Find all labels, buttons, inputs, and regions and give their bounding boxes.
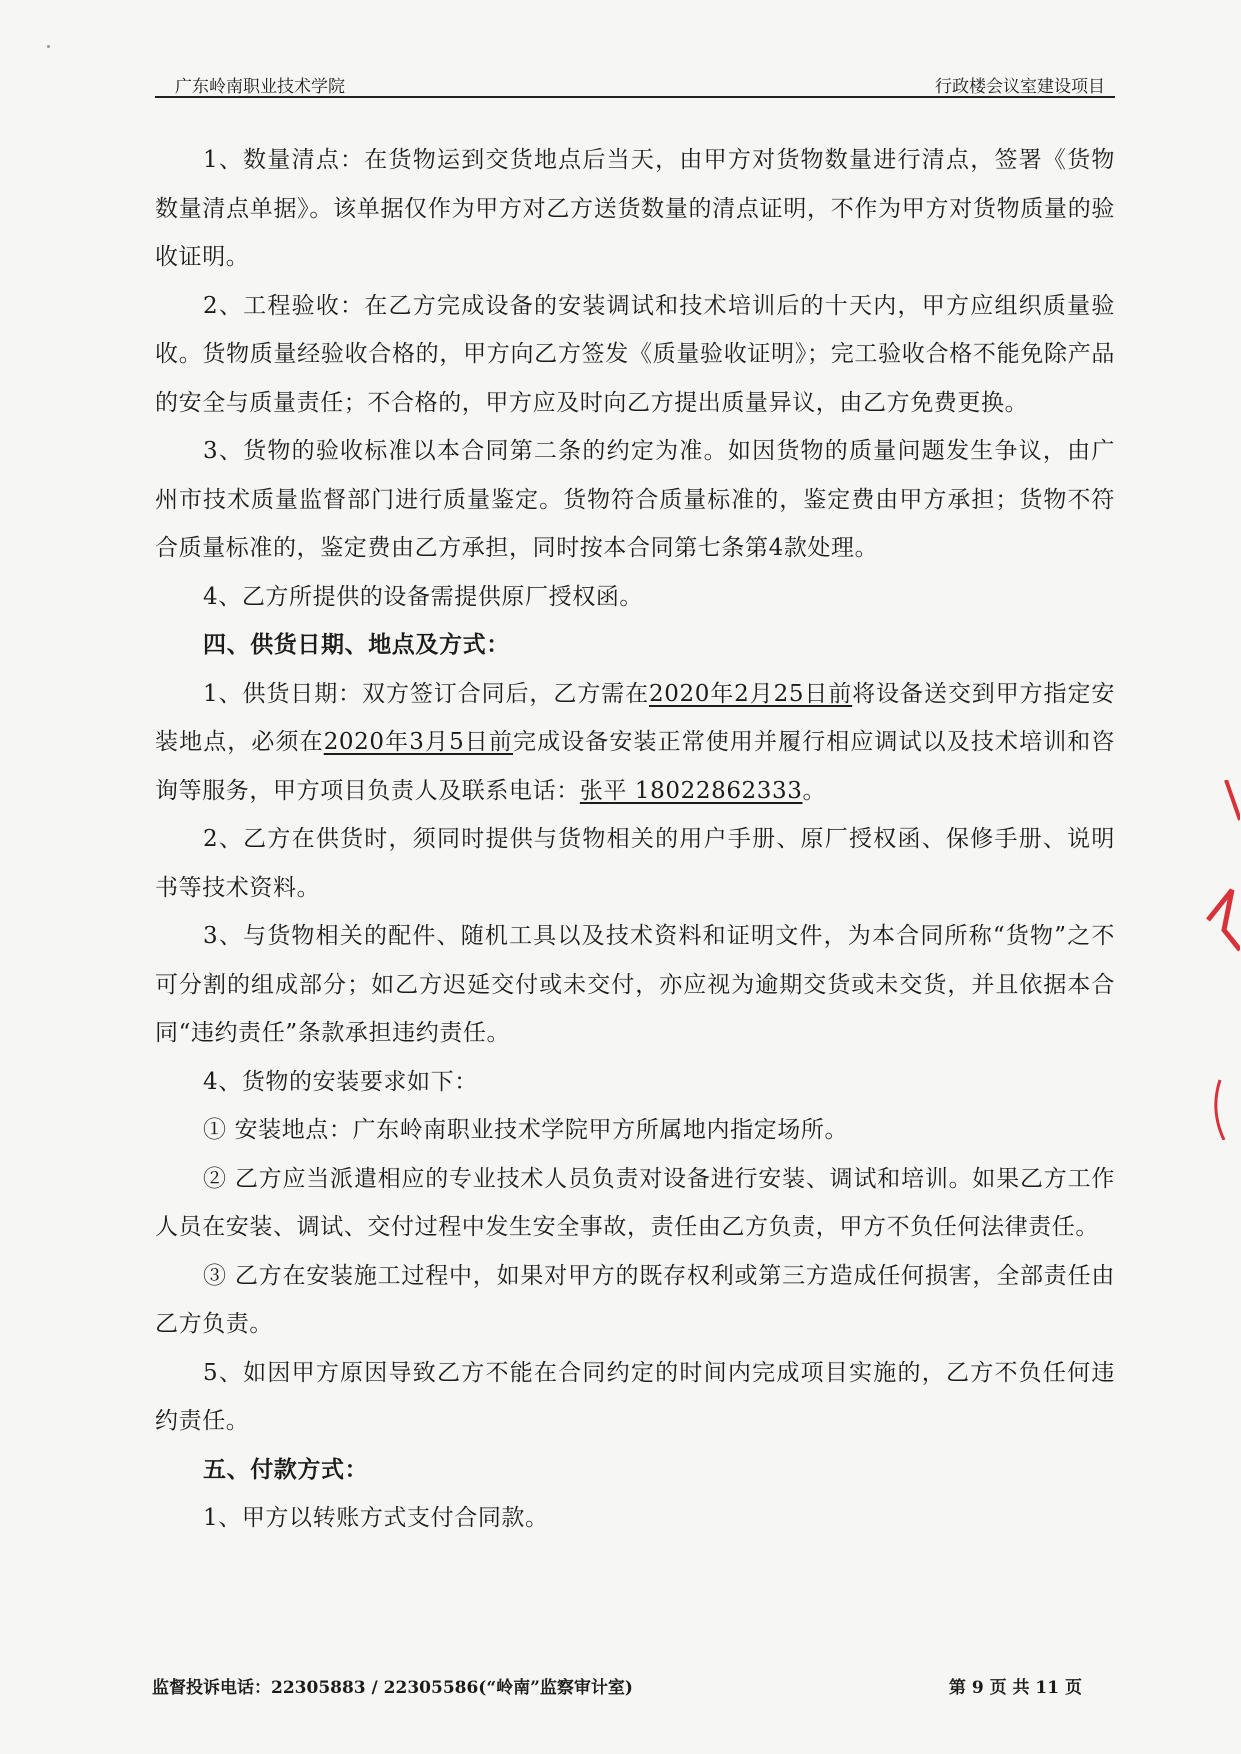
contact-person-phone: 张平 18022862333 <box>579 777 803 804</box>
paragraph: 4、货物的安装要求如下： <box>203 1068 478 1095</box>
paragraph: 2、工程验收：在乙方完成设备的安装调试和技术培训后的十天内，甲方应组织质量验收。货物质量经验收合格的，甲方向乙方签发《质量验收证明》；完工验收合格不能免除产品的安全与质量责任；不合格的，甲方应及时向乙方提出质量异议，由乙方免费更换。 <box>155 292 1115 416</box>
paragraph: ② 乙方应当派遣相应的专业技术人员负责对设备进行安装、调试和培训。如果乙方工作人员在安装、调试、交付过程中发生安全事故，责任由乙方负责，甲方不负任何法律责任。 <box>155 1165 1115 1240</box>
page-header <box>155 66 1115 98</box>
paragraph: 5、如因甲方原因导致乙方不能在合同约定的时间内完成项目实施的，乙方不负任何违约责任。 <box>155 1359 1115 1434</box>
complaint-hotline: 监督投诉电话：22305883 / 22305586(“岭南”监察审计室) <box>152 1678 633 1698</box>
text-run: 将设备送交到甲方指定安装地点，必须在 <box>155 680 1115 755</box>
paragraph: 3、与货物相关的配件、随机工具以及技术资料和证明文件，为本合同所称“货物”之不可分割的组成部分；如乙方迟延交付或未交付，亦应视为逾期交货或未交货，并且依据本合同“违约责任”条款承担违约责任。 <box>155 923 1115 1046</box>
install-deadline: 2020年3月5日前 <box>323 729 513 755</box>
header-institution: 广东岭南职业技术学院 <box>175 77 345 97</box>
paragraph: 4、乙方所提供的设备需提供原厂授权函。 <box>203 583 644 610</box>
page-number: 第 9 页 共 11 页 <box>948 1678 1082 1698</box>
paragraph: 3、货物的验收标准以本合同第二条的约定为准。如因货物的质量问题发生争议，由广州市技术质量监督部门进行质量鉴定。货物符合质量标准的，鉴定费由甲方承担；货物不符合质量标准的，鉴定费由乙方承担，同时按本合同第七条第4款处理。 <box>155 438 1115 561</box>
header-project: 行政楼会议室建设项目 <box>935 77 1105 97</box>
paragraph: 2、乙方在供货时，须同时提供与货物相关的用户手册、原厂授权函、保修手册、说明书等技术资料。 <box>155 826 1115 901</box>
paragraph: ③ 乙方在安装施工过程中，如果对甲方的既存权利或第三方造成任何损害，全部责任由乙方负责。 <box>155 1262 1115 1337</box>
section-heading: 五、付款方式： <box>203 1455 369 1483</box>
red-seal-stamp-fragment <box>1180 780 1240 1140</box>
delivery-deadline: 2020年2月25日前 <box>649 680 853 707</box>
paragraph: 1、数量清点：在货物运到交货地点后当天，由甲方对货物数量进行清点，签署《货物数量清点单据》。该单据仅作为甲方对乙方送货数量的清点证明，不作为甲方对货物质量的验收证明。 <box>155 147 1115 270</box>
paragraph: ① 安装地点：广东岭南职业技术学院甲方所属地内指定场所。 <box>203 1117 849 1143</box>
document-body <box>155 136 1115 1543</box>
paragraph: 1、甲方以转账方式支付合同款。 <box>203 1505 549 1531</box>
section-heading: 四、供货日期、地点及方式： <box>203 631 510 658</box>
text-run: 。 <box>802 777 827 804</box>
paragraph-delivery-date <box>155 670 1115 816</box>
scan-speck <box>47 45 50 48</box>
text-run: 1、供货日期：双方签订合同后，乙方需在 <box>203 680 649 707</box>
text-run: 完成设备安装正常使用并履行相应调试以及技术培训和咨询等服务，甲方项目负责人及联系电话： <box>155 729 1115 804</box>
